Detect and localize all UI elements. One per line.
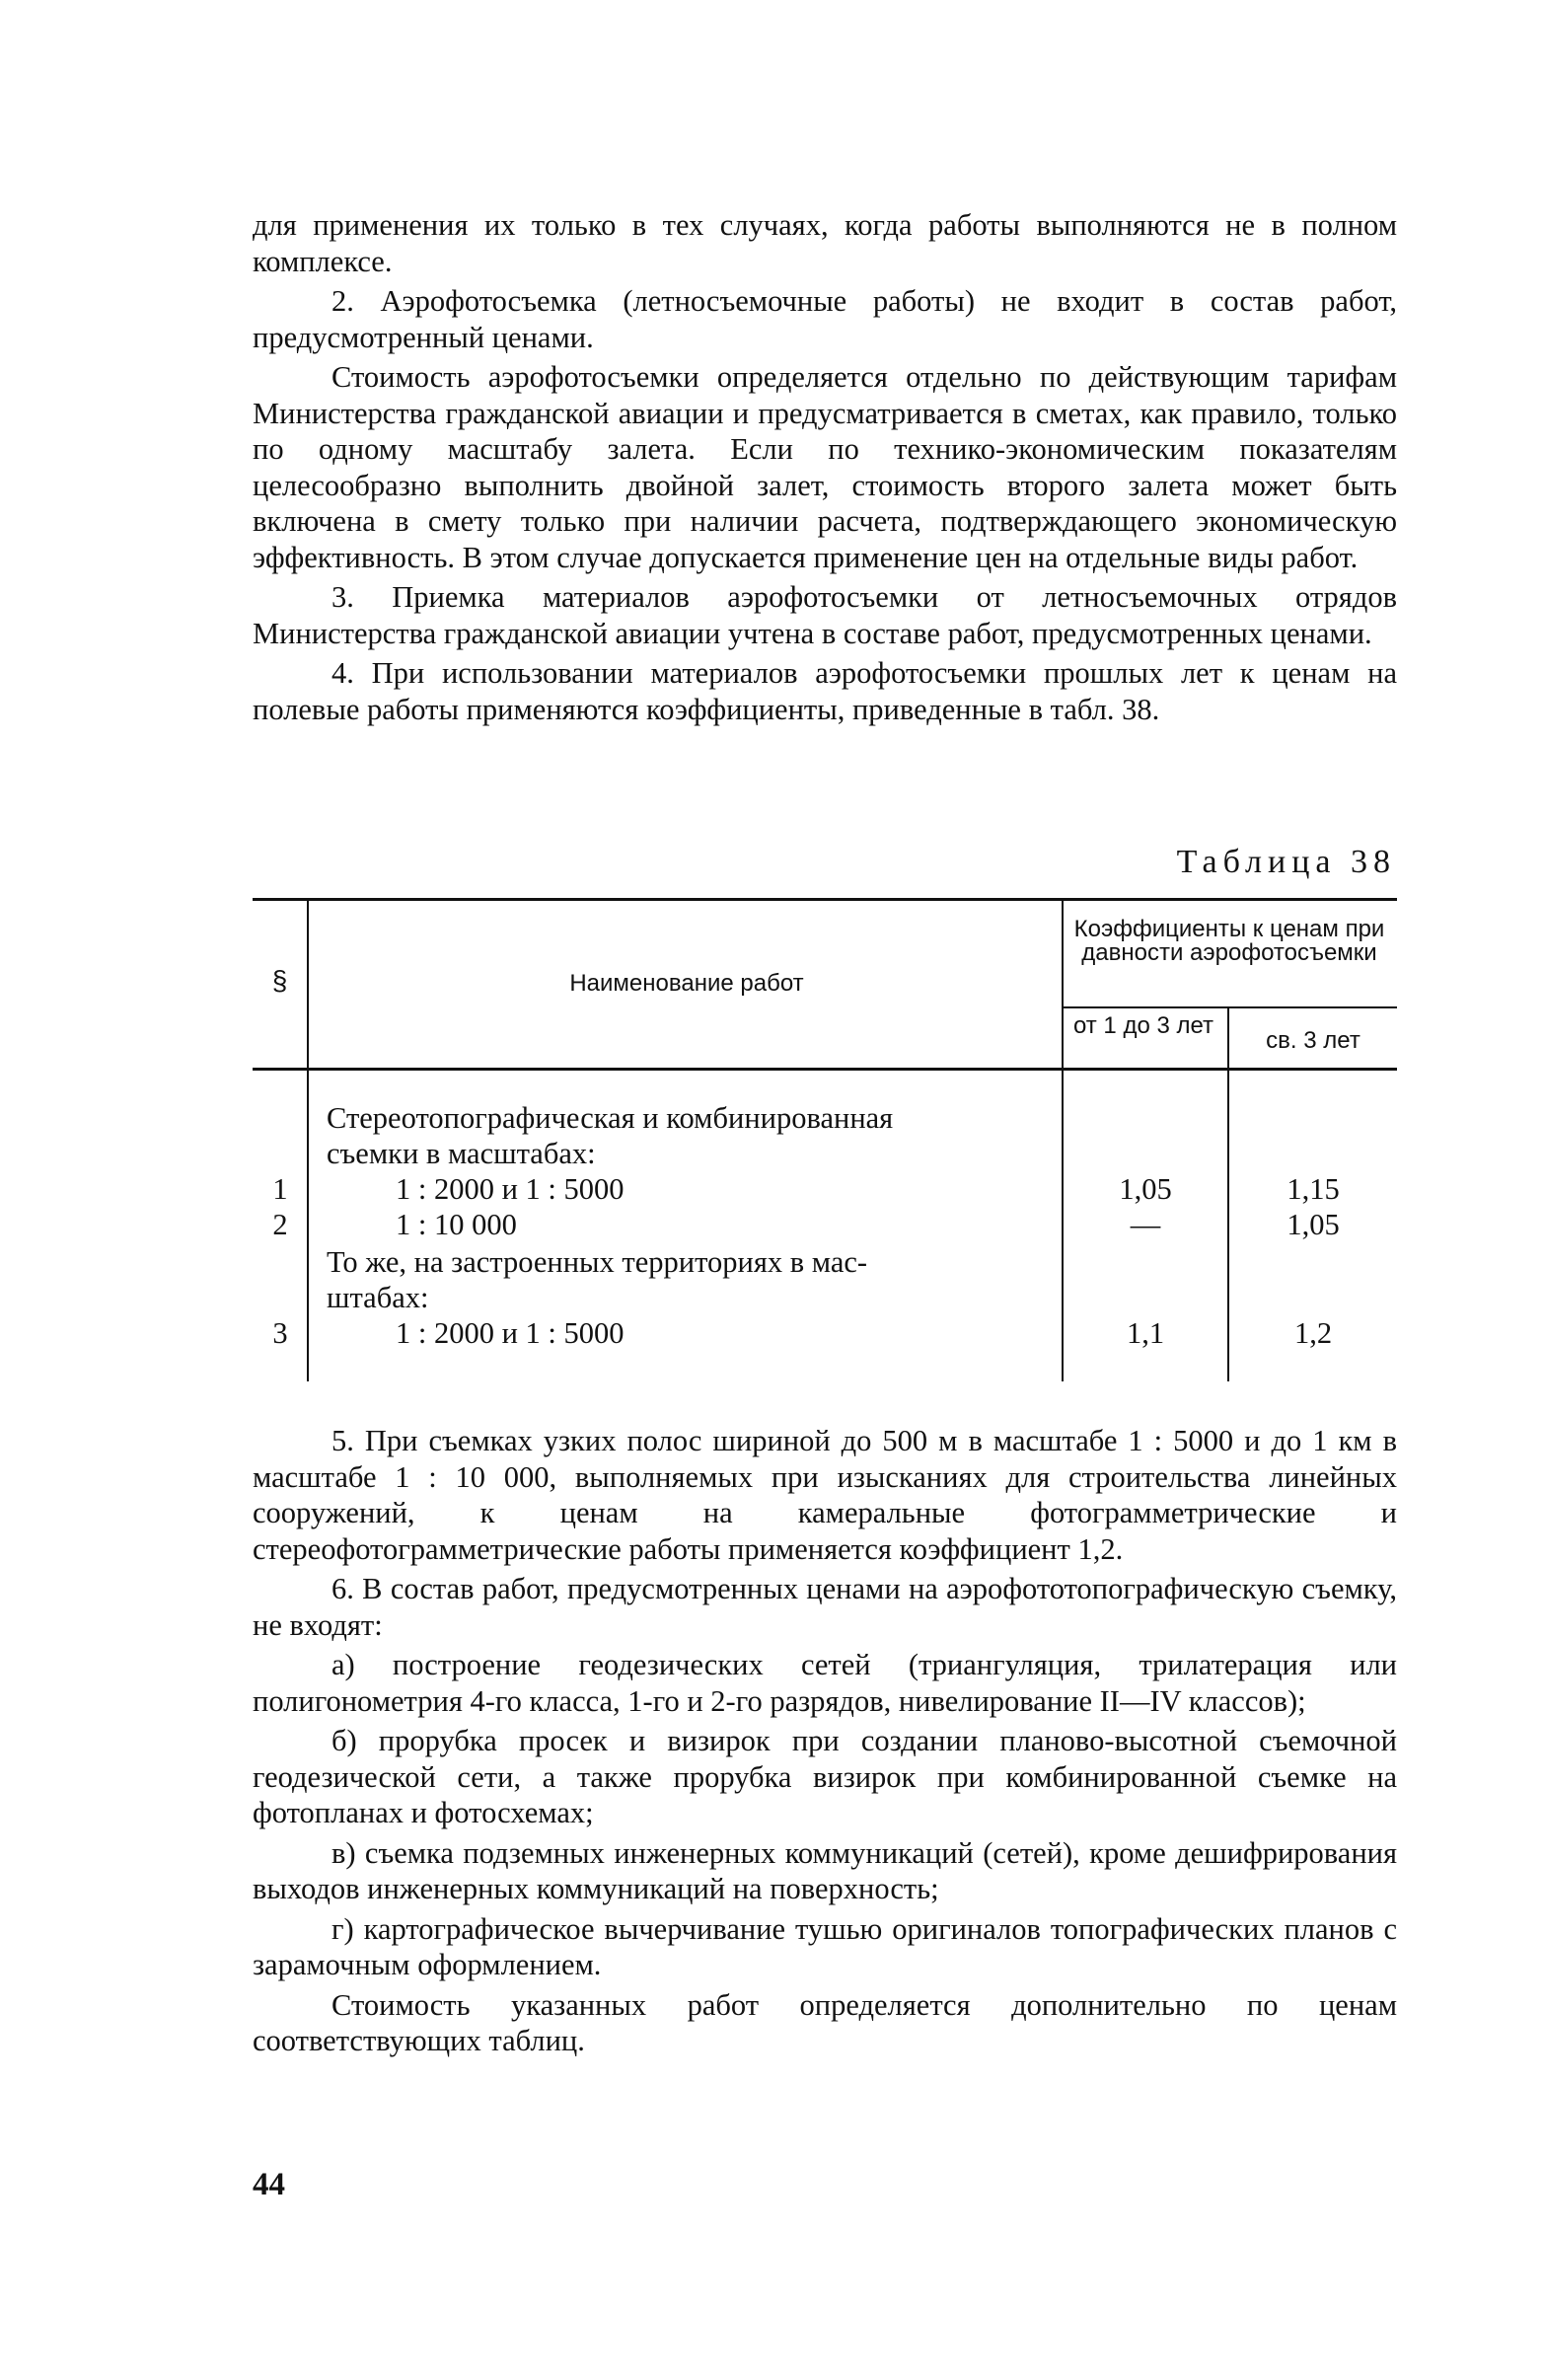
table-row-name: То же, на застроенных территориях в мас- — [327, 1245, 868, 1279]
paragraph-2: 2. Аэрофотосъемка (летносъемочные работы) не входит в состав работ, предусмотренный ценами. — [253, 284, 1397, 354]
col-divider-3 — [1227, 1006, 1229, 1381]
paragraph-4: 3. Приемка материалов аэрофотосъемки от летносъемочных отрядов Министерства гражданской авиации учтена в составе работ, предусмотренных ценами. — [253, 580, 1397, 650]
table-row-value-1: 1,1 — [1126, 1316, 1165, 1350]
header-sub-rule — [1062, 1006, 1397, 1008]
table-caption: Таблица 38 — [1176, 844, 1396, 880]
table-row-name: 1 : 2000 и 1 : 5000 — [396, 1172, 625, 1206]
header-name: Наименование работ — [569, 970, 804, 997]
table-row-name: 1 : 10 000 — [396, 1208, 517, 1241]
table-row-value-1: 1,05 — [1119, 1172, 1172, 1206]
page-number: 44 — [253, 2167, 285, 2202]
table-row-num: 3 — [272, 1316, 288, 1350]
table-row-value-1: — — [1130, 1208, 1161, 1241]
paragraph-6: 5. При съемках узких полос шириной до 500 м в масштабе 1 : 5000 и до 1 км в масштабе 1 : 10 000, выполняемых при изысканиях для строительства линейных сооружений, к ценам на камеральные фотограмметрические и стереофотограмметрические работы применяется коэффициент 1,2. — [253, 1424, 1397, 1566]
paragraph-10: в) съемка подземных инженерных коммуникаций (сетей), кроме дешифрирования выходов инженерных коммуникаций на поверхность; — [253, 1835, 1397, 1905]
table-row-name: Стереотопографическая и комбинированная — [327, 1101, 894, 1135]
paragraph-1: для применения их только в тех случаях, когда работы выполняются не в полном комплексе. — [253, 208, 1397, 278]
table-row-name: 1 : 2000 и 1 : 5000 — [396, 1316, 625, 1350]
paragraph-12: Стоимость указанных работ определяется дополнительно по ценам соответствующих таблиц. — [253, 1987, 1397, 2057]
header-sub-1: от 1 до 3 лет — [1072, 1012, 1214, 1039]
paragraph-3: Стоимость аэрофотосъемки определяется отдельно по действующим тарифам Министерства гражданской авиации и предусматривается в сметах, как правило, только по одному масштабу залета. Если по технико-экономическим показателям целесообразно выполнить двойной залет, стоимость второго залета может быть включена в смету только при наличии расчета, подтверждающего экономическую эффективность. В этом случае допускается применение цен на отдельные виды работ. — [253, 360, 1397, 574]
paragraph-7: 6. В состав работ, предусмотренных ценами на аэрофототопографическую съемку, не входят: — [253, 1572, 1397, 1642]
table-row-name: съемки в масштабах: — [327, 1137, 596, 1170]
text-block-bottom — [253, 1423, 1397, 2059]
table-row-value-2: 1,05 — [1287, 1208, 1340, 1241]
paragraph-8: а) построение геодезических сетей (триангуляция, трилатерация или полигонометрия 4-го класса, 1-го и 2-го разрядов, нивелирование II—IV классов); — [253, 1648, 1397, 1718]
table-38 — [253, 898, 1397, 1391]
header-sub-2: св. 3 лет — [1266, 1027, 1360, 1054]
paragraph-5: 4. При использовании материалов аэрофотосъемки прошлых лет к ценам на полевые работы применяются коэффициенты, приведенные в табл. 38. — [253, 656, 1397, 726]
col-divider-1 — [307, 898, 309, 1381]
text-block-top — [253, 207, 1397, 727]
table-row-num: 2 — [272, 1208, 288, 1241]
header-bottom-rule — [253, 1068, 1397, 1071]
table-row-name: штабах: — [327, 1281, 429, 1314]
table-row-value-2: 1,2 — [1293, 1316, 1333, 1350]
table-row-num: 1 — [272, 1172, 288, 1206]
paragraph-11: г) картографическое вычерчивание тушью оригиналов топографических планов с зарамочным оформлением. — [253, 1911, 1397, 1981]
col-divider-2 — [1062, 898, 1064, 1381]
header-coef: Коэффициенты к ценам при давности аэрофотосъемки — [1073, 916, 1385, 966]
paragraph-9: б) прорубка просек и визирок при создании планово-высотной съемочной геодезической сети, а также прорубка визирок при комбинированной съемке на фотопланах и фотосхемах; — [253, 1724, 1397, 1829]
header-num: § — [271, 965, 288, 996]
table-top-rule — [253, 898, 1397, 901]
table-row-value-2: 1,15 — [1287, 1172, 1340, 1206]
